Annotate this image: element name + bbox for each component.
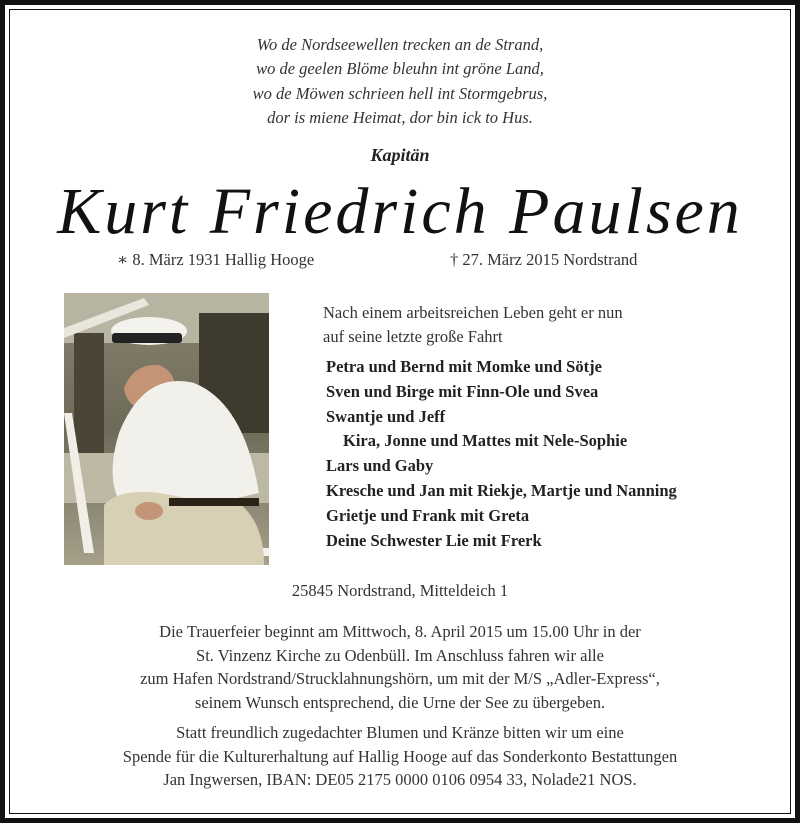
intro-text (323, 301, 623, 349)
death-date: † 27. März 2015 Nordstrand (450, 250, 638, 269)
family-member: Sven und Birge mit Finn-Ole und Svea (326, 381, 599, 401)
family-member: Swantje und Jeff (326, 406, 446, 426)
poem-line: dor is miene Heimat, dor bin ick to Hus. (267, 107, 533, 127)
address: 25845 Nordstrand, Mitteldeich 1 (291, 581, 509, 600)
poem-line: wo de Möwen schrieen hell int Stormgebrus, (252, 83, 548, 103)
intro-line: auf seine letzte große Fahrt (323, 327, 503, 346)
deceased-name: Kurt Friedrich Paulsen (57, 175, 743, 248)
ceremony-text (0, 620, 800, 714)
deceased-title: Kapitän (370, 145, 430, 165)
family-member: Kira, Jonne und Mattes mit Nele-Sophie (343, 431, 628, 451)
poem-line: Wo de Nordseewellen trecken an de Strand, (256, 35, 544, 54)
family-member: Petra und Bernd mit Momke und Sötje (326, 357, 602, 376)
family-list (326, 355, 677, 553)
intro-line: Nach einem arbeitsreichen Leben geht er nun (323, 303, 623, 322)
ceremony-line: zum Hafen Nordstrand/Strucklahnungshörn, um mit der M/S „Adler-Express“, (140, 669, 660, 688)
family-member: Deine Schwester Lie mit Frerk (326, 530, 542, 550)
donation-line: Statt freundlich zugedachter Blumen und Kränze bitten wir um eine (176, 723, 624, 742)
donation-line: Jan Ingwersen, IBAN: DE05 2175 0000 0106 0954 33, Nolade21 NOS. (163, 770, 637, 789)
family-member: Grietje und Frank mit Greta (326, 505, 530, 525)
family-member: Lars und Gaby (326, 456, 434, 476)
donation-line: Spende für die Kulturerhaltung auf Hallig Hooge auf das Sonderkonto Bestattungen (122, 746, 678, 766)
portrait-photo (64, 293, 269, 565)
ceremony-line: Die Trauerfeier beginnt am Mittwoch, 8. April 2015 um 15.00 Uhr in der (159, 622, 641, 641)
poem (0, 33, 800, 130)
family-member: Kresche und Jan mit Riekje, Martje und Nanning (326, 480, 677, 500)
birth-date: ∗ 8. März 1931 Hallig Hooge (117, 250, 315, 269)
ceremony-line: seinem Wunsch entsprechend, die Urne der See zu übergeben. (194, 692, 606, 712)
ceremony-line: St. Vinzenz Kirche zu Odenbüll. Im Anschluss fahren wir alle (196, 645, 604, 665)
poem-line: wo de geelen Blöme bleuhn int gröne Land, (256, 59, 544, 79)
donation-text (0, 721, 800, 792)
